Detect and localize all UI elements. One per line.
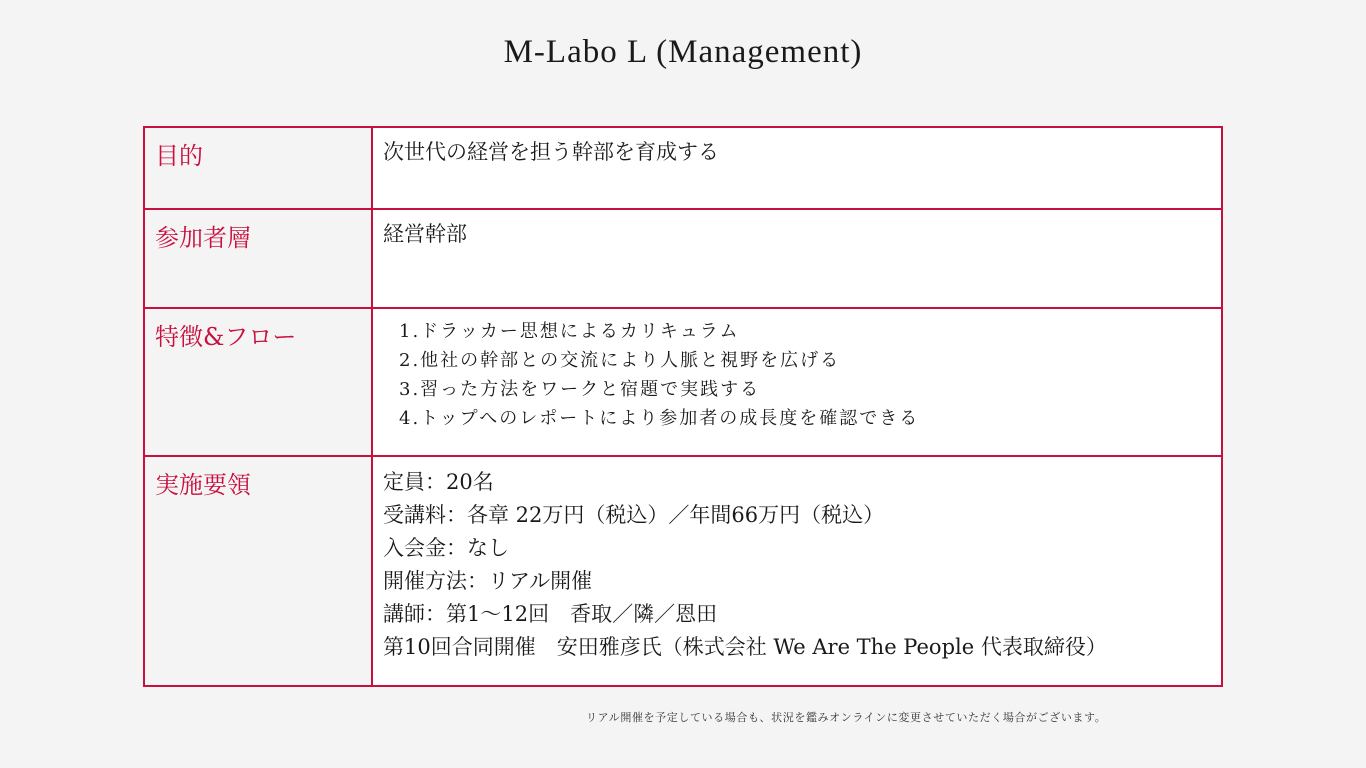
features-list	[383, 317, 1221, 433]
participants-value: 経営幹部	[372, 209, 1222, 308]
joint-session-line: 第10回合同開催 安田雅彦氏（株式会社 We Are The People 代表取締役）	[383, 635, 1107, 659]
table-row-purpose	[144, 127, 1222, 209]
features-value	[372, 308, 1222, 456]
purpose-value: 次世代の経営を担う幹部を育成する	[372, 127, 1222, 209]
list-item: 4.トップへのレポートにより参加者の成長度を確認できる	[399, 408, 920, 429]
table-row-outline	[144, 456, 1222, 686]
outline-value	[372, 456, 1222, 686]
instructors-line: 講師：第1〜12回 香取／隣／恩田	[383, 602, 718, 626]
table-row-features	[144, 308, 1222, 456]
entry-fee-line: 入会金：なし	[383, 536, 509, 560]
page-title: M-Labo L (Management)	[503, 34, 863, 70]
list-item: 1.ドラッカー思想によるカリキュラム	[399, 321, 740, 342]
outline-lines	[383, 465, 1221, 664]
footnote: リアル開催を予定している場合も、状況を鑑みオンラインに変更させていただく場合がございます。	[586, 711, 1107, 724]
table-row-participants	[144, 209, 1222, 308]
purpose-label: 目的	[144, 127, 372, 209]
participants-label: 参加者層	[144, 209, 372, 308]
list-item: 3.習った方法をワークと宿題で実践する	[399, 379, 761, 400]
features-label: 特徴&フロー	[144, 308, 372, 456]
capacity-line: 定員：20名	[383, 470, 494, 494]
outline-label: 実施要領	[144, 456, 372, 686]
program-table	[143, 126, 1223, 687]
format-line: 開催方法：リアル開催	[383, 569, 593, 593]
fee-line: 受講料：各章 22万円（税込）／年間66万円（税込）	[383, 503, 885, 527]
list-item: 2.他社の幹部との交流により人脈と視野を広げる	[399, 350, 841, 371]
